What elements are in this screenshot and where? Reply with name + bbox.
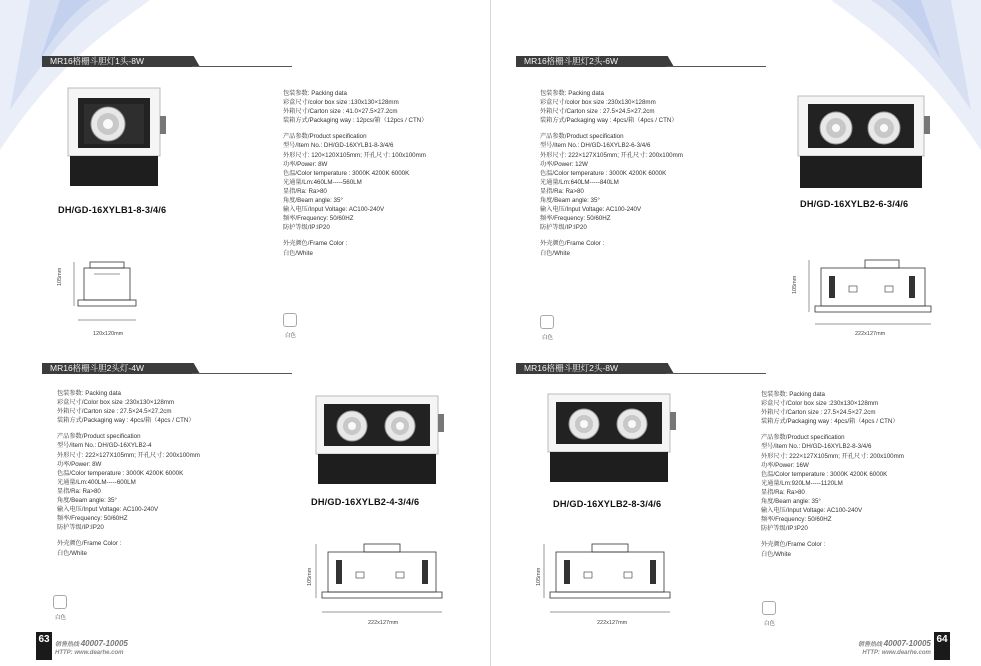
color-box-size: 彩盒尺寸/Color box size :230x130×128mm: [57, 399, 175, 407]
dimension: 外形尺寸: 120×120X105mm; 开孔尺寸: 100x100mm: [283, 151, 426, 159]
ip-rating: 防护等级/IP:IP20: [57, 524, 104, 532]
product-photo-double-head: [790, 96, 935, 191]
dimension: 外形尺寸: 222×127X105mm; 开孔尺寸: 200x100mm: [540, 151, 683, 159]
frame-color-header: 外壳颜色/Frame Color :: [283, 240, 348, 248]
ra: 显指/Ra: Ra>80: [283, 187, 327, 195]
frequency: 频率/Frequency: 50/60HZ: [540, 215, 611, 223]
dimension: 外形尺寸: 222×127X105mm; 开孔尺寸: 200x100mm: [761, 452, 904, 460]
product-model: DH/GD-16XYLB2-4-3/4/6: [311, 497, 420, 507]
product-photo-single-head: [60, 88, 170, 188]
packaging-way: 装箱方式/Packaging way : 12pcs/箱（12pcs / CTN）: [283, 117, 428, 125]
power: 功率/Power: 12W: [540, 160, 588, 168]
section-title: MR16格栅斗胆灯2头-8W: [524, 363, 618, 373]
packing-header: 包装参数: Packing data: [283, 90, 347, 97]
section-title: MR16格栅斗胆灯2头-6W: [524, 56, 618, 66]
product-model: DH/GD-16XYLB1-8-3/4/6: [58, 205, 167, 215]
section-banner-3: [42, 363, 292, 374]
dimension-drawing: [312, 540, 447, 620]
color-temperature: 色温/Color temperature : 3000K 4200K 6000K: [57, 469, 184, 477]
dim-width: 120x120mm: [93, 331, 124, 337]
beam-angle: 角度/Beam angle: 35°: [540, 197, 600, 205]
input-voltage: 输入电压/Input Voltage: AC100-240V: [57, 506, 159, 514]
section-banner-2: [516, 56, 766, 67]
frame-color-header: 外壳颜色/Frame Color :: [761, 541, 826, 549]
color-box-size: 彩盒尺寸/Color box size :230x130×128mm: [761, 400, 879, 408]
swatch-label: 白色: [285, 333, 297, 339]
swatch-label: 白色: [55, 615, 67, 621]
beam-angle: 角度/Beam angle: 35°: [57, 497, 117, 505]
carton-size: 外箱尺寸/Carton size : 41.0×27.5×27.2cm: [283, 108, 398, 116]
spec-header: 产品参数/Product specification: [761, 434, 845, 442]
color-swatch-white: [53, 595, 67, 609]
section-banner-1: [42, 56, 292, 67]
website-url: HTTP: www.dearhe.com: [55, 650, 124, 656]
hotline-number: 40007-10005: [80, 639, 128, 648]
packaging-way: 装箱方式/Packaging way : 4pcs/箱（4pcs / CTN）: [540, 117, 678, 125]
lumen: 光通量/Lm:400LM-----600LM: [57, 478, 136, 486]
swatch-label: 白色: [542, 335, 554, 341]
product-model: DH/GD-16XYLB2-6-3/4/6: [800, 199, 909, 209]
page-number-right: 64: [934, 632, 950, 660]
input-voltage: 输入电压/Input Voltage: AC100-240V: [761, 507, 863, 515]
spec-block-2: [540, 89, 683, 258]
frequency: 频率/Frequency: 50/60HZ: [283, 215, 354, 223]
carton-size: 外箱尺寸/Carton size : 27.5×24.5×27.2cm: [540, 108, 655, 116]
dim-height: 105mm: [307, 567, 313, 586]
swatch-label: 白色: [764, 621, 776, 627]
item-no: 型号/Item No.: DH/GD-16XYLB2-8-3/4/6: [761, 443, 872, 451]
hotline-label: 销售热线: [858, 642, 883, 648]
spec-block-4: [761, 390, 904, 559]
beam-angle: 角度/Beam angle: 35°: [761, 498, 821, 506]
power: 功率/Power: 8W: [283, 160, 328, 168]
frame-color-header: 外壳颜色/Frame Color :: [57, 540, 122, 548]
frame-color: 白色/White: [283, 249, 313, 257]
color-temperature: 色温/Color temperature : 3000K 4200K 6000K: [283, 169, 410, 177]
color-box-size: 彩盒尺寸/color box size :130x130×128mm: [283, 99, 399, 107]
frequency: 频率/Frequency: 50/60HZ: [761, 516, 832, 524]
section-banner-4: [516, 363, 766, 374]
spec-block-3: [57, 389, 200, 558]
packing-header: 包装参数: Packing data: [761, 391, 825, 398]
section-title: MR16格栅斗胆2头灯-4W: [50, 363, 144, 373]
dimension-drawing: [60, 254, 155, 334]
input-voltage: 输入电压/Input Voltage: AC100-240V: [540, 206, 642, 214]
product-photo-double-head: [308, 396, 448, 486]
carton-size: 外箱尺寸/Carton size : 27.5×24.5×27.2cm: [57, 408, 172, 416]
color-temperature: 色温/Color temperature : 3000K 4200K 6000K: [540, 169, 667, 177]
dimension: 外形尺寸: 222×127X105mm; 开孔尺寸: 200x100mm: [57, 451, 200, 459]
color-swatch-white: [283, 313, 297, 327]
spec-header: 产品参数/Product specification: [283, 133, 367, 141]
color-box-size: 彩盒尺寸/color box size :230x130×128mm: [540, 99, 656, 107]
product-model: DH/GD-16XYLB2-8-3/4/6: [553, 499, 662, 509]
product-photo-double-head: [540, 394, 680, 484]
lumen: 光通量/Lm:460LM-----560LM: [283, 178, 362, 186]
carton-size: 外箱尺寸/Carton size : 27.5×24.5×27.2cm: [761, 409, 876, 417]
beam-angle: 角度/Beam angle: 35°: [283, 197, 343, 205]
frame-color: 白色/White: [540, 249, 570, 257]
color-temperature: 色温/Color temperature : 3000K 4200K 6000K: [761, 470, 888, 478]
dim-width: 222x127mm: [597, 620, 628, 626]
packing-header: 包装参数: Packing data: [540, 90, 604, 97]
power: 功率/Power: 16W: [761, 461, 809, 469]
dimension-drawing: [540, 540, 675, 620]
input-voltage: 输入电压/Input Voltage: AC100-240V: [283, 206, 385, 214]
lumen: 光通量/Lm:640LM-----840LM: [540, 178, 619, 186]
dim-height: 105mm: [792, 275, 798, 294]
frame-color-header: 外壳颜色/Frame Color :: [540, 240, 605, 248]
dim-height: 105mm: [536, 567, 542, 586]
packaging-way: 装箱方式/Packaging way : 4pcs/箱（4pcs / CTN）: [57, 417, 195, 425]
dim-width: 222x127mm: [368, 620, 399, 626]
item-no: 型号/Item No.: DH/GD-16XYLB2-6-3/4/6: [540, 142, 651, 150]
ra: 显指/Ra: Ra>80: [761, 488, 805, 496]
hotline-number: 40007-10005: [883, 639, 931, 648]
spec-header: 产品参数/Product specification: [57, 433, 141, 441]
ip-rating: 防护等级/IP:IP20: [761, 525, 808, 533]
ip-rating: 防护等级/IP:IP20: [540, 224, 587, 232]
page-number-left: 63: [36, 632, 52, 660]
footer-right: [858, 640, 931, 657]
dim-height: 105mm: [57, 267, 63, 286]
ra: 显指/Ra: Ra>80: [540, 187, 584, 195]
hotline-label: 销售热线: [55, 642, 80, 648]
spec-block-1: [283, 89, 427, 258]
packing-header: 包装参数: Packing data: [57, 390, 121, 397]
footer-left: [55, 640, 128, 657]
frame-color: 白色/White: [57, 549, 87, 557]
dimension-drawing: [805, 256, 935, 331]
frequency: 频率/Frequency: 50/60HZ: [57, 515, 128, 523]
color-swatch-white: [540, 315, 554, 329]
dim-width: 222x127mm: [855, 331, 886, 337]
section-title: MR16格栅斗胆灯1头-8W: [50, 56, 144, 66]
page-fold: [490, 0, 491, 666]
power: 功率/Power: 8W: [57, 460, 102, 468]
frame-color: 白色/White: [761, 550, 791, 558]
item-no: 型号/Item No.: DH/GD-16XYLB1-8-3/4/6: [283, 142, 394, 150]
lumen: 光通量/Lm:920LM-----1120LM: [761, 479, 843, 487]
ra: 显指/Ra: Ra>80: [57, 487, 101, 495]
spec-header: 产品参数/Product specification: [540, 133, 624, 141]
website-url: HTTP: www.dearhe.com: [862, 650, 931, 656]
ip-rating: 防护等级/IP:IP20: [283, 224, 330, 232]
item-no: 型号/Item No.: DH/GD-16XYLB2-4: [57, 442, 152, 450]
color-swatch-white: [762, 601, 776, 615]
packaging-way: 装箱方式/Packaging way : 4pcs/箱（4pcs / CTN）: [761, 418, 899, 426]
